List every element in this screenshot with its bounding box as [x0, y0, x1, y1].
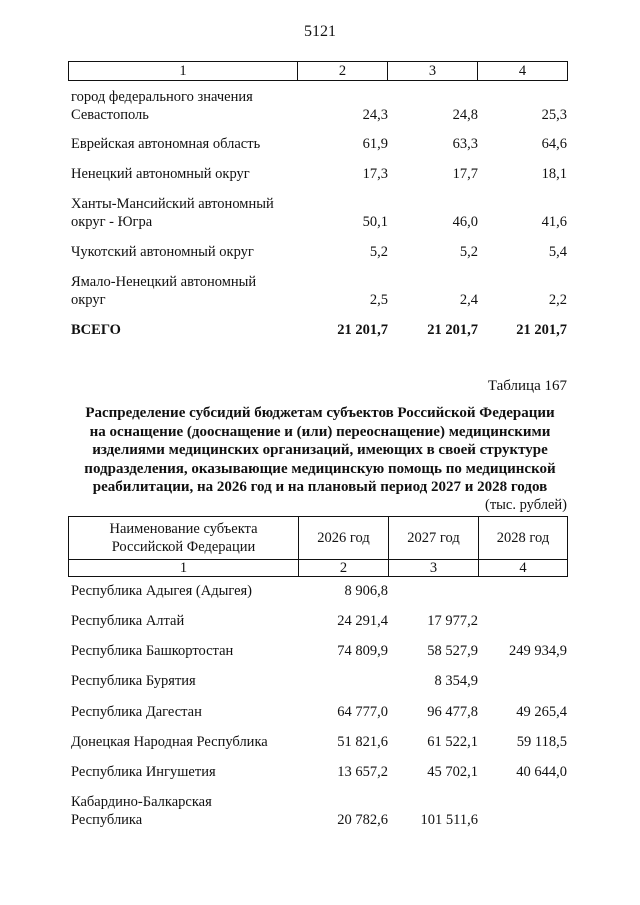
- table-main-header: [68, 516, 568, 577]
- table-cell: 25,3: [541, 107, 567, 123]
- table-cell: 24,8: [452, 107, 478, 123]
- table-total-cell: 21 201,7: [337, 322, 388, 338]
- col-num-2: 2: [298, 62, 388, 81]
- table-cell: 5,2: [459, 244, 478, 260]
- table-row-name: Республика Дагестан: [71, 704, 202, 720]
- table-row-name: Республика Адыгея (Адыгея): [71, 583, 253, 599]
- table-cell: 20 782,6: [337, 812, 388, 828]
- table-row-name: Республика Ингушетия: [71, 764, 216, 780]
- table-cell: 8 354,9: [434, 673, 478, 689]
- col-num-2: 2: [299, 560, 389, 577]
- table-cell: 17 977,2: [427, 613, 478, 629]
- header-subject-name: Наименование субъекта Российской Федерации: [69, 517, 299, 560]
- col-num-1: 1: [69, 62, 298, 81]
- table-cell: 50,1: [362, 214, 388, 230]
- table-cell: 74 809,9: [337, 643, 388, 659]
- table-cell: 5,2: [369, 244, 388, 260]
- table-cell: 64,6: [541, 136, 567, 152]
- table-cell: 101 511,6: [420, 812, 478, 828]
- table-cell: 8 906,8: [344, 583, 388, 599]
- table-total-label: ВСЕГО: [71, 322, 121, 338]
- table-cell: 17,3: [362, 166, 388, 182]
- table-cell: 49 265,4: [516, 704, 567, 720]
- table-cell: 51 821,6: [337, 734, 388, 750]
- table-cell: 2,5: [369, 292, 388, 308]
- table-cell: 18,1: [541, 166, 567, 182]
- table-cell: 5,4: [548, 244, 567, 260]
- table-caption: Таблица 167: [487, 378, 567, 394]
- table-cell: 61 522,1: [427, 734, 478, 750]
- col-num-4: 4: [478, 62, 568, 81]
- table-cell: 24,3: [362, 107, 388, 123]
- table-row-name: Республика Бурятия: [71, 673, 196, 689]
- table-row-name: Еврейская автономная область: [71, 136, 261, 152]
- table-total-cell: 21 201,7: [427, 322, 478, 338]
- table-row-name: Чукотский автономный округ: [71, 244, 254, 260]
- table-cell: 63,3: [452, 136, 478, 152]
- table-cell: 249 934,9: [509, 643, 567, 659]
- table-total-cell: 21 201,7: [516, 322, 567, 338]
- table-cell: 17,7: [452, 166, 478, 182]
- table-row-name: Республика Алтай: [71, 613, 185, 629]
- table-cell: 96 477,8: [427, 704, 478, 720]
- table-cell: 13 657,2: [337, 764, 388, 780]
- table-top-header: [68, 61, 568, 81]
- table-cell: 24 291,4: [337, 613, 388, 629]
- col-num-3: 3: [389, 560, 479, 577]
- table-cell: 45 702,1: [427, 764, 478, 780]
- header-year-2026: 2026 год: [299, 517, 389, 560]
- table-cell: 64 777,0: [337, 704, 388, 720]
- table-cell: 61,9: [362, 136, 388, 152]
- table-title: Распределение субсидий бюджетам субъектов Российской Федерации на оснащение (дооснащение и (или) переоснащение) медицинскими изделиями медицинских организаций, имеющих в своей структуре подразделения, оказывающие медицинскую помощь по медицинской реабилитации, на 2026 год и на плановый период 2027 и 2028 годов: [84, 405, 556, 495]
- col-num-1: 1: [69, 560, 299, 577]
- col-num-3: 3: [388, 62, 478, 81]
- table-row-name: Ханты-Мансийский автономный округ - Югра: [71, 196, 274, 230]
- units-label: (тыс. рублей): [485, 497, 567, 513]
- table-cell: 58 527,9: [427, 643, 478, 659]
- table-cell: 59 118,5: [516, 734, 567, 750]
- header-year-2028: 2028 год: [479, 517, 568, 560]
- table-cell: 2,2: [548, 292, 567, 308]
- header-year-2027: 2027 год: [389, 517, 479, 560]
- table-row-name: Кабардино-Балкарская Республика: [71, 794, 212, 828]
- table-cell: 2,4: [459, 292, 478, 308]
- page-number: 5121: [304, 23, 336, 40]
- table-row-name: Ямало-Ненецкий автономный округ: [71, 274, 257, 308]
- table-row-name: город федерального значения Севастополь: [71, 89, 253, 123]
- table-row-name: Ненецкий автономный округ: [71, 166, 250, 182]
- table-row-name: Республика Башкортостан: [71, 643, 234, 659]
- col-num-4: 4: [479, 560, 568, 577]
- table-cell: 40 644,0: [516, 764, 567, 780]
- table-cell: 41,6: [541, 214, 567, 230]
- table-row-name: Донецкая Народная Республика: [71, 734, 268, 750]
- table-cell: 46,0: [452, 214, 478, 230]
